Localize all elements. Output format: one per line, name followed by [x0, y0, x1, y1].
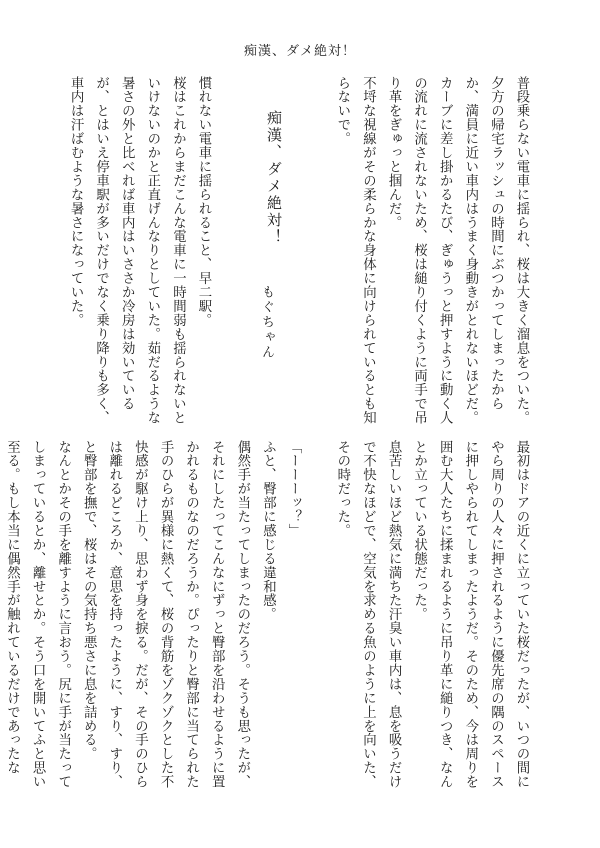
paragraph: 不埒な視線がその柔らかな身体に向けられているとも知らないで。 — [334, 76, 376, 425]
paragraph: 桜はこれからまだこんな電車に一時間弱も揺られないといけないのかと正直げんなりとしていた。茹だるような暑さの外と比べれば車内はいささか冷房は効いているが、とはいえ停車駅が多いだけでなく乗り降りも多く、車内は汗ばむような暑さになっていた。 — [68, 76, 186, 425]
paragraph: ふと、臀部に感じる違和感。 — [260, 440, 276, 622]
paragraph: 慣れない電車に揺られること、早二駅。 — [196, 76, 211, 328]
paragraph: 普段乗らない電車に揺られ、桜は大きく溜息をついた。 — [514, 76, 529, 425]
paragraph: 「ーーーッ？」 — [286, 440, 301, 538]
paragraph: なんとかその手を離すように言おう。尻に手が当たってしまっているとか、離せとか。そう口を開いてふと思い至る。もし本当に偶然手が触れているだけであったな — [4, 440, 71, 789]
paragraph: 夕方の帰宅ラッシュの時間にぶつかってしまったからか、満員に近い車内はうまく身動きがとれないほどだ。カーブに差し掛かるたび、ぎゅうっと押すように動く人の流れに流されないため、桜は縋り付くように両手で吊り革をぎゅっと掴んだ。 — [386, 76, 504, 425]
paragraph: 最初はドアの近くに立っていた桜だったが、いつの間にやら周りの人々に押されるように優先席の隅のスペースに押しやられてしまったようだ。そのため、今は周りを囲む大人たちに揉まれるように吊り革に縋りつき、なんとか立っている状態だった。 — [411, 440, 529, 789]
paragraph: 偶然手が当たってしまったのだろう。そうも思ったが、それにしたってこんなにずっと臀部を沿わせるように置かれるものなのだろうか。ぴったりと臀部に当てられた手のひらが異様に熱くて、桜の背筋をゾクゾクとした不快感が駆け上り、思わず身を捩る。だが、その手のひらは離れるどころか、意思を持ったように、すり、すり、と臀部を撫で、桜はその気持ち悪さに息を詰める。 — [81, 440, 250, 789]
text-block-upper-right — [334, 76, 534, 428]
text-block-lower-right — [317, 440, 534, 792]
author-name: もぐちゃん — [259, 285, 274, 360]
paragraph: 息苦しいほど熱気に満ちた汗臭い車内は、息を吸うだけで不快なほどで、空気を求める魚のように上を向いた、その時だった。 — [334, 440, 402, 789]
story-title: 痴漢、ダメ絶対！ — [265, 110, 283, 246]
text-block-upper-left — [68, 76, 216, 428]
running-head: 痴漢、ダメ絶対！ — [243, 44, 356, 59]
text-block-lower-left — [4, 440, 306, 792]
